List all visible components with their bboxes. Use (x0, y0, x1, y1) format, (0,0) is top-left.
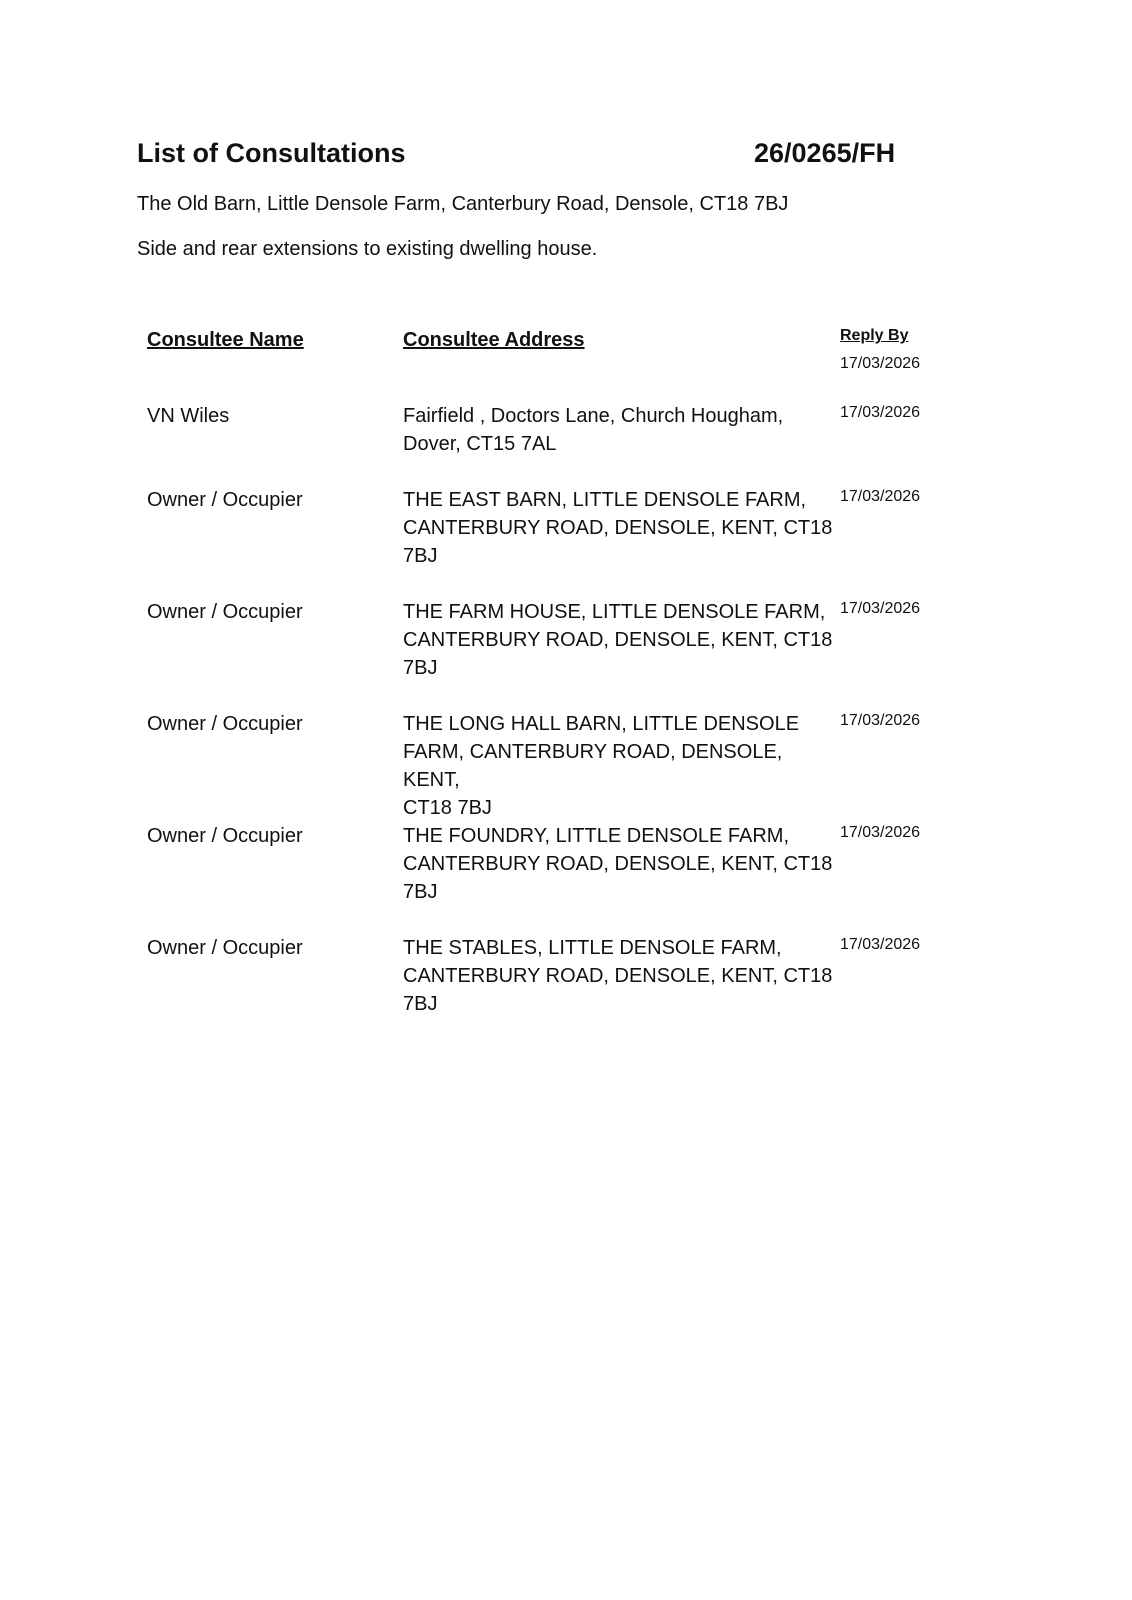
address-line: FARM, CANTERBURY ROAD, DENSOLE, KENT, (403, 741, 783, 791)
consultee-name: Owner / Occupier (147, 825, 303, 847)
table-row (0, 402, 1132, 486)
consultee-name: Owner / Occupier (147, 937, 303, 959)
column-header-reply-by: Reply By (840, 327, 909, 344)
address-line: THE FOUNDRY, LITTLE DENSOLE FARM, (403, 825, 790, 847)
consultee-address (403, 486, 833, 570)
table-row (0, 710, 1132, 822)
document-title: List of Consultations (137, 138, 406, 168)
consultee-name: Owner / Occupier (147, 601, 303, 623)
reply-by-date: 17/03/2026 (840, 488, 921, 505)
consultee-name: Owner / Occupier (147, 713, 303, 735)
table-row (0, 934, 1132, 1046)
address-line: THE FARM HOUSE, LITTLE DENSOLE FARM, (403, 601, 826, 623)
address-line: 7BJ (403, 993, 438, 1015)
reply-by-date: 17/03/2026 (840, 600, 921, 617)
address-line: CANTERBURY ROAD, DENSOLE, KENT, CT18 (403, 853, 833, 875)
address-line: THE LONG HALL BARN, LITTLE DENSOLE (403, 713, 800, 735)
column-header-reply-date: 17/03/2026 (840, 355, 921, 372)
consultee-address (403, 710, 833, 822)
reply-by-date: 17/03/2026 (840, 824, 921, 841)
consultee-name: VN Wiles (147, 405, 230, 427)
address-line: CANTERBURY ROAD, DENSOLE, KENT, CT18 (403, 965, 833, 987)
consultee-name: Owner / Occupier (147, 489, 303, 511)
table-row (0, 486, 1132, 598)
consultee-address (403, 402, 833, 458)
address-line: THE EAST BARN, LITTLE DENSOLE FARM, (403, 489, 807, 511)
site-address: The Old Barn, Little Densole Farm, Canterbury Road, Densole, CT18 7BJ (137, 193, 789, 215)
reply-by-date: 17/03/2026 (840, 404, 921, 421)
proposal-description: Side and rear extensions to existing dwelling house. (137, 238, 598, 260)
consultee-address (403, 598, 833, 682)
address-line: Fairfield , Doctors Lane, Church Hougham, (403, 405, 784, 427)
column-header-address: Consultee Address (403, 329, 585, 351)
consultee-address (403, 822, 833, 906)
table-row (0, 598, 1132, 710)
reply-by-date: 17/03/2026 (840, 936, 921, 953)
address-line: CANTERBURY ROAD, DENSOLE, KENT, CT18 (403, 517, 833, 539)
column-header-name: Consultee Name (147, 329, 304, 351)
address-line: THE STABLES, LITTLE DENSOLE FARM, (403, 937, 782, 959)
address-line: 7BJ (403, 881, 438, 903)
address-line: CT18 7BJ (403, 797, 492, 819)
consultee-address (403, 934, 833, 1018)
table-row (0, 822, 1132, 934)
table-body (0, 402, 1132, 1046)
address-line: 7BJ (403, 657, 438, 679)
application-reference: 26/0265/FH (754, 138, 896, 168)
address-line: Dover, CT15 7AL (403, 433, 557, 455)
address-line: 7BJ (403, 545, 438, 567)
reply-by-date: 17/03/2026 (840, 712, 921, 729)
address-line: CANTERBURY ROAD, DENSOLE, KENT, CT18 (403, 629, 833, 651)
